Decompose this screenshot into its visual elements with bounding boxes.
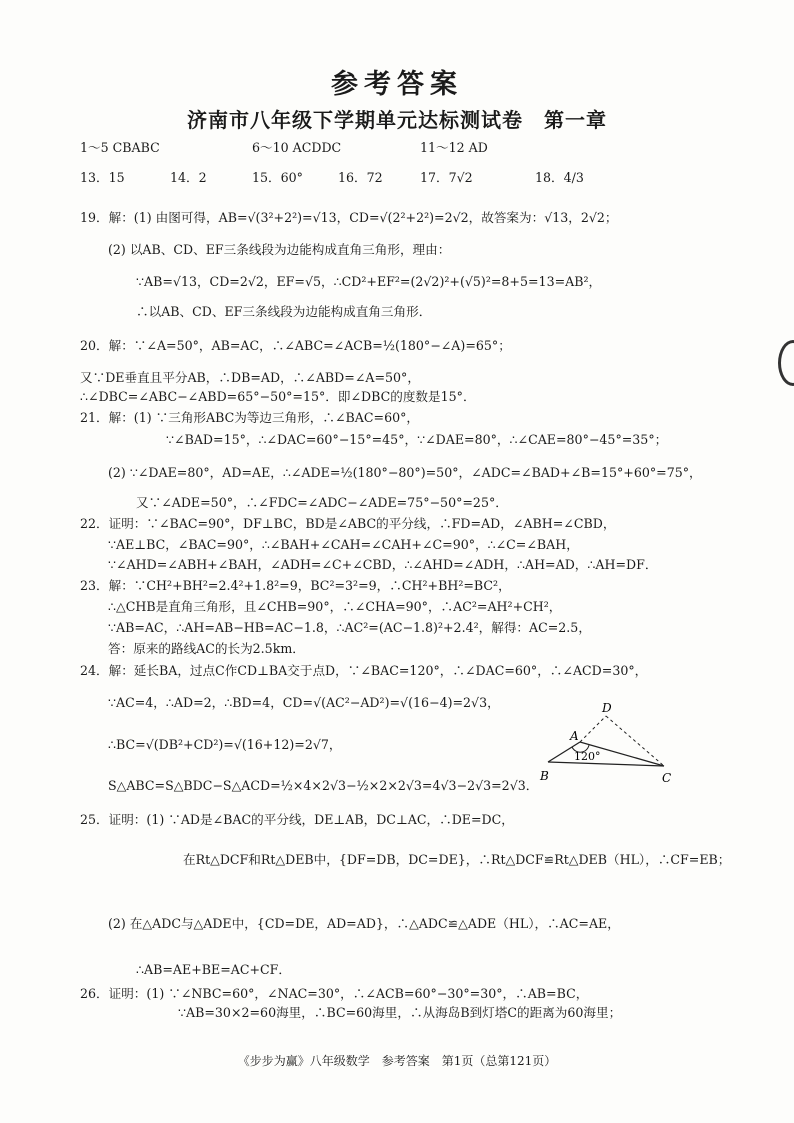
q21-line-1: 21．解：(1) ∵三角形ABC为等边三角形，∴∠BAC=60°， — [80, 410, 419, 425]
point-c-label: C — [662, 771, 672, 785]
q22-line-2: ∵AE⊥BC，∠BAC=90°，∴∠BAH+∠CAH=∠CAH+∠C=90°，∴∠C=∠BAH， — [108, 537, 579, 552]
q25-line-1: 25．证明：(1) ∵AD是∠BAC的平分线，DE⊥AB，DC⊥AC，∴DE=DC， — [80, 812, 514, 827]
q24-line-3: ∴BC=√(DB²+CD²)=√(16+12)=2√7， — [108, 737, 342, 752]
q23-line-3: ∵AB=AC，∴AH=AB−HB=AC−1.8，∴AC²=(AC−1.8)²+2.4²，解得：AC=2.5， — [108, 620, 591, 635]
q22-line-1: 22．证明：∵∠BAC=90°，DF⊥BC，BD是∠ABC的平分线，∴FD=AD，∠ABH=∠CBD， — [80, 516, 616, 531]
answer-15: 15．60° — [252, 170, 303, 185]
q20-line-1: 20．解：∵∠A=50°，AB=AC，∴∠ABC=∠ACB=½(180°−∠A)=65°； — [80, 338, 511, 353]
q21-line-3: (2) ∵∠DAE=80°，AD=AE，∴∠ADE=½(180°−80°)=50°，∠ADC=∠BAD+∠B=15°+60°=75°， — [108, 465, 702, 480]
page-subtitle: 济南市八年级下学期单元达标测试卷 第一章 — [187, 108, 607, 132]
q23-line-2: ∴△CHB是直角三角形，且∠CHB=90°，∴∠CHA=90°，∴AC²=AH²+CH²， — [108, 599, 562, 614]
point-d-label: D — [602, 701, 612, 715]
answer-14: 14．2 — [170, 170, 207, 185]
q19-line-3: ∵AB=√13，CD=2√2，EF=√5，∴CD²+EF²=(2√2)²+(√5)²=8+5=13=AB²， — [136, 274, 602, 289]
q21-line-4: 又∵∠ADE=50°，∴∠FDC=∠ADC−∠ADE=75°−50°=25°． — [136, 495, 508, 510]
angle-120-label: 120° — [574, 750, 601, 763]
q19-line-1: 19．解：(1) 由图可得，AB=√(3²+2²)=√13，CD=√(2²+2²)=2√2，故答案为：√13，2√2； — [80, 210, 618, 225]
q24-line-4: S△ABC=S△BDC−S△ACD=½×4×2√3−½×2×2√3=4√3−2√3=2√3． — [108, 778, 539, 793]
triangle-figure — [530, 698, 680, 790]
q26-line-1: 26．证明：(1) ∵∠NBC=60°，∠NAC=30°，∴∠ACB=60°−30°=30°，∴AB=BC， — [80, 986, 589, 1001]
point-a-label: A — [570, 729, 579, 743]
answer-17: 17．7√2 — [420, 170, 473, 185]
q26-line-2: ∵AB=30×2=60海里，∴BC=60海里，∴从海岛B到灯塔C的距离为60海里； — [178, 1005, 622, 1020]
q20-line-2: 又∵DE垂直且平分AB，∴DB=AD，∴∠ABD=∠A=50°， — [80, 370, 420, 385]
q24-line-2: ∵AC=4，∴AD=2，∴BD=4，CD=√(AC²−AD²)=√(16−4)=2√3， — [108, 695, 500, 710]
q19-line-2: (2) 以AB、CD、EF三条线段为边能构成直角三角形，理由： — [108, 242, 451, 257]
q19-line-4: ∴以AB、CD、EF三条线段为边能构成直角三角形． — [136, 304, 432, 319]
q21-line-2: ∵∠BAD=15°，∴∠DAC=60°−15°=45°，∵∠DAE=80°，∴∠CAE=80°−45°=35°； — [166, 432, 668, 447]
q23-line-1: 23．解：∵CH²+BH²=2.4²+1.8²=9，BC²=3²=9，∴CH²+BH²=BC²， — [80, 578, 511, 593]
page-title: 参考答案 — [331, 69, 463, 100]
binder-hole — [778, 340, 794, 386]
answer-18: 18．4/3 — [535, 170, 584, 185]
answer-13: 13．15 — [80, 170, 125, 185]
q25-line-4: ∴AB=AE+BE=AC+CF． — [136, 962, 292, 977]
answer-range-2: 6～10 ACDDC — [252, 140, 342, 155]
q25-line-3: (2) 在△ADC与△ADE中，{CD=DE，AD=AD}，∴△ADC≌△ADE（HL），∴AC=AE， — [108, 916, 620, 931]
q20-line-3: ∴∠DBC=∠ABC−∠ABD=65°−50°=15°．即∠DBC的度数是15°． — [80, 389, 476, 404]
point-b-label: B — [540, 769, 549, 783]
q24-line-1: 24．解：延长BA，过点C作CD⊥BA交于点D，∵∠BAC=120°，∴∠DAC=60°，∴∠ACD=30°， — [80, 663, 648, 678]
answer-range-1: 1～5 CBABC — [80, 140, 160, 155]
q25-line-2: 在Rt△DCF和Rt△DEB中，{DF=DB，DC=DE}，∴Rt△DCF≌Rt△DEB（HL），∴CF=EB； — [183, 852, 731, 867]
q22-line-3: ∵∠AHD=∠ABH+∠BAH，∠ADH=∠C+∠CBD，∴∠AHD=∠ADH，∴AH=AD，∴AH=DF． — [108, 557, 658, 572]
answer-16: 16．72 — [338, 170, 383, 185]
page-footer: 《步步为赢》八年级数学 参考答案 第1页（总第121页） — [237, 1054, 557, 1068]
q23-line-4: 答：原来的路线AC的长为2.5km． — [108, 641, 305, 656]
answer-range-3: 11～12 AD — [420, 140, 488, 155]
